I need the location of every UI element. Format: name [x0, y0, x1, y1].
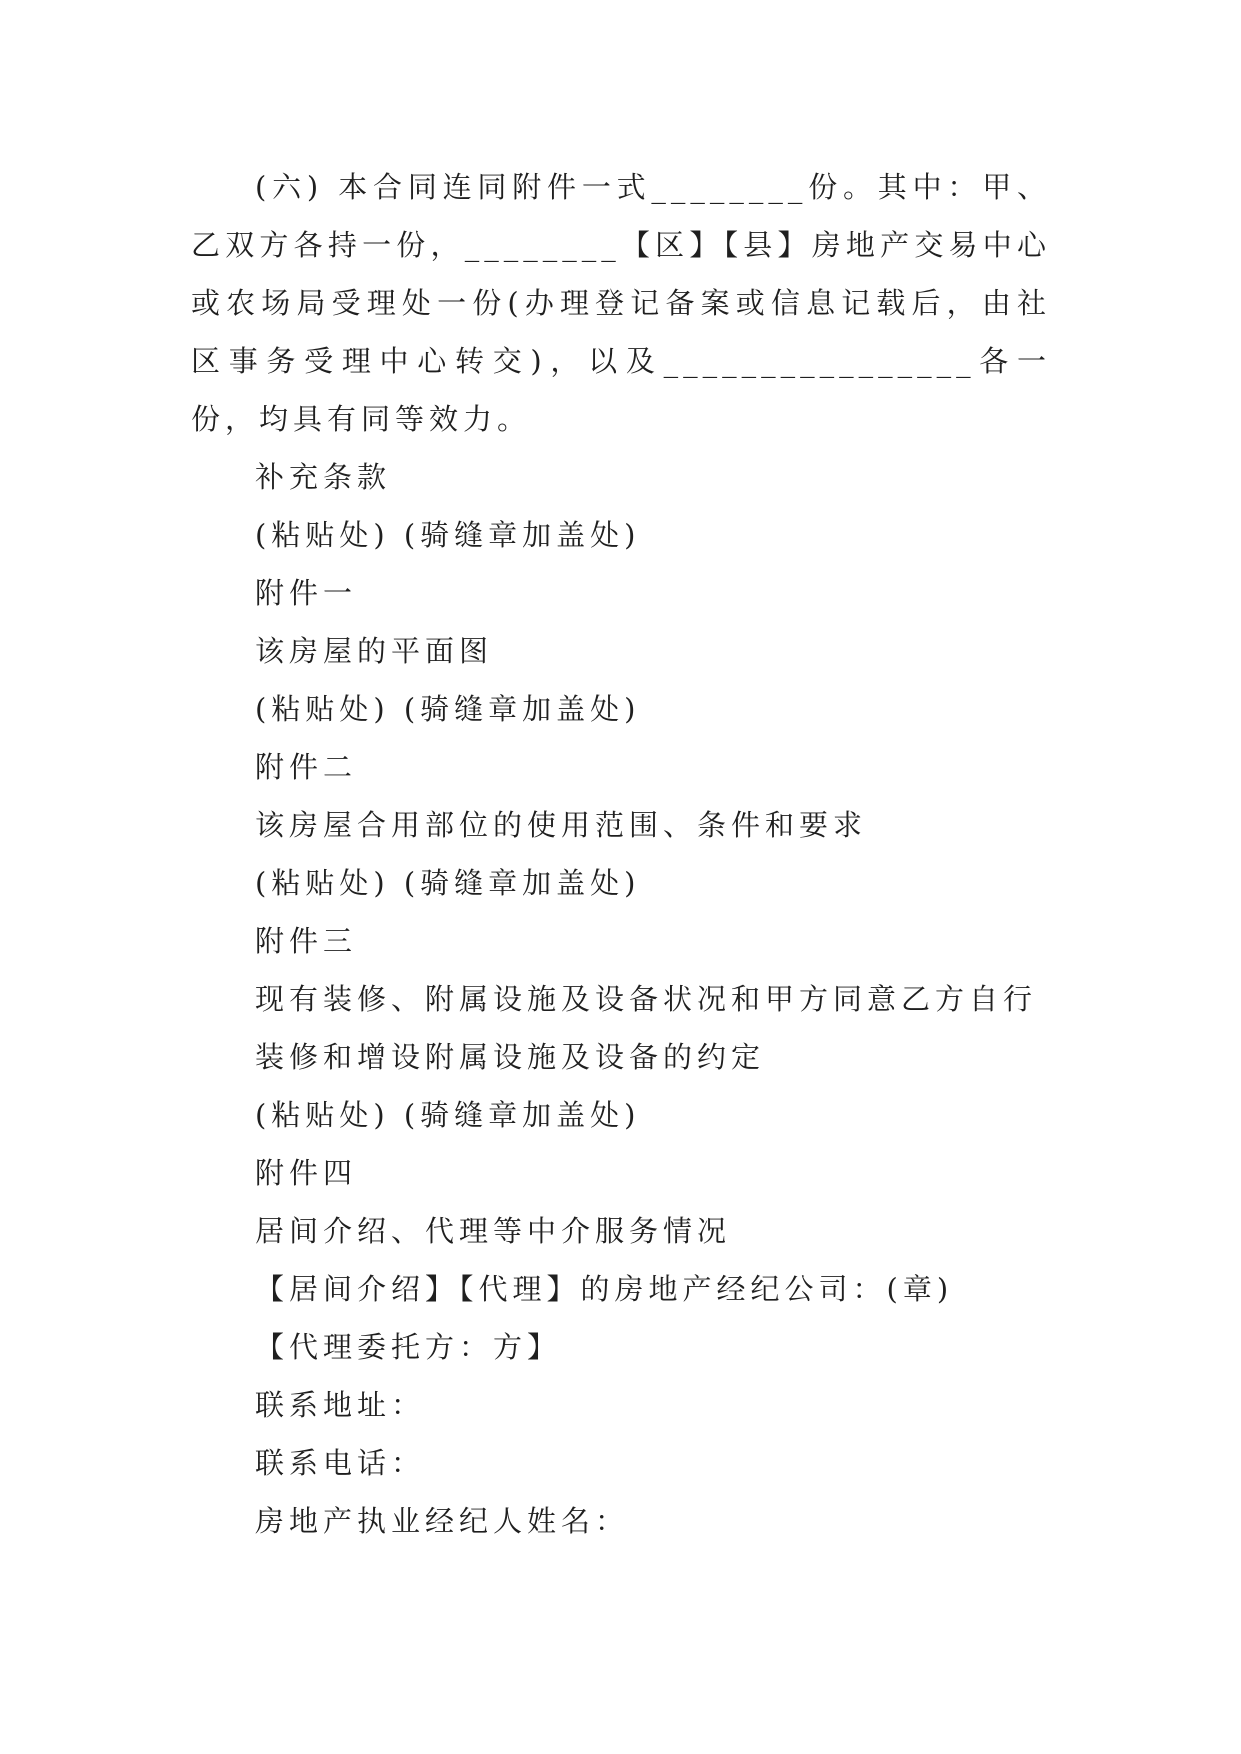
- contact-phone-field: 联系电话：: [255, 1446, 426, 1480]
- agent-name-field: 房地产执业经纪人姓名：: [255, 1504, 630, 1538]
- document-body: [191, 158, 1051, 1550]
- paste-seal-placeholder: (粘贴处) (骑缝章加盖处): [255, 518, 641, 552]
- contract-copies-paragraph: (六) 本合同连同附件一式________份。其中：甲、乙双方各持一份，________【区】【县】房地产交易中心或农场局受理处一份(办理登记备案或信息记载后，由社区事务受理中心转交)，以及________________各一份，均具有同等效力。: [191, 170, 1051, 436]
- paste-seal-placeholder: (粘贴处) (骑缝章加盖处): [255, 866, 641, 900]
- attachment-4-heading: 附件四: [255, 1156, 358, 1190]
- attachment-1-title: 该房屋的平面图: [255, 634, 494, 668]
- attachment-3-heading: 附件三: [255, 924, 358, 958]
- paste-seal-placeholder: (粘贴处) (骑缝章加盖处): [255, 692, 641, 726]
- agency-company-field: 【居间介绍】【代理】的房地产经纪公司：(章): [255, 1272, 954, 1306]
- paste-seal-placeholder: (粘贴处) (骑缝章加盖处): [255, 1098, 641, 1132]
- attachment-1-heading: 附件一: [255, 576, 358, 610]
- contact-address-field: 联系地址：: [255, 1388, 426, 1422]
- attachment-2-title: 该房屋合用部位的使用范围、条件和要求: [255, 808, 868, 842]
- attachment-3-title-line-2: 装修和增设附属设施及设备的约定: [255, 1040, 766, 1074]
- attachment-2-heading: 附件二: [255, 750, 358, 784]
- attachment-3-title-line-1: 现有装修、附属设施及设备状况和甲方同意乙方自行: [255, 982, 1038, 1016]
- agency-principal-field: 【代理委托方：方】: [255, 1330, 562, 1364]
- attachment-4-title: 居间介绍、代理等中介服务情况: [255, 1214, 732, 1248]
- supplementary-terms-heading: 补充条款: [255, 460, 392, 494]
